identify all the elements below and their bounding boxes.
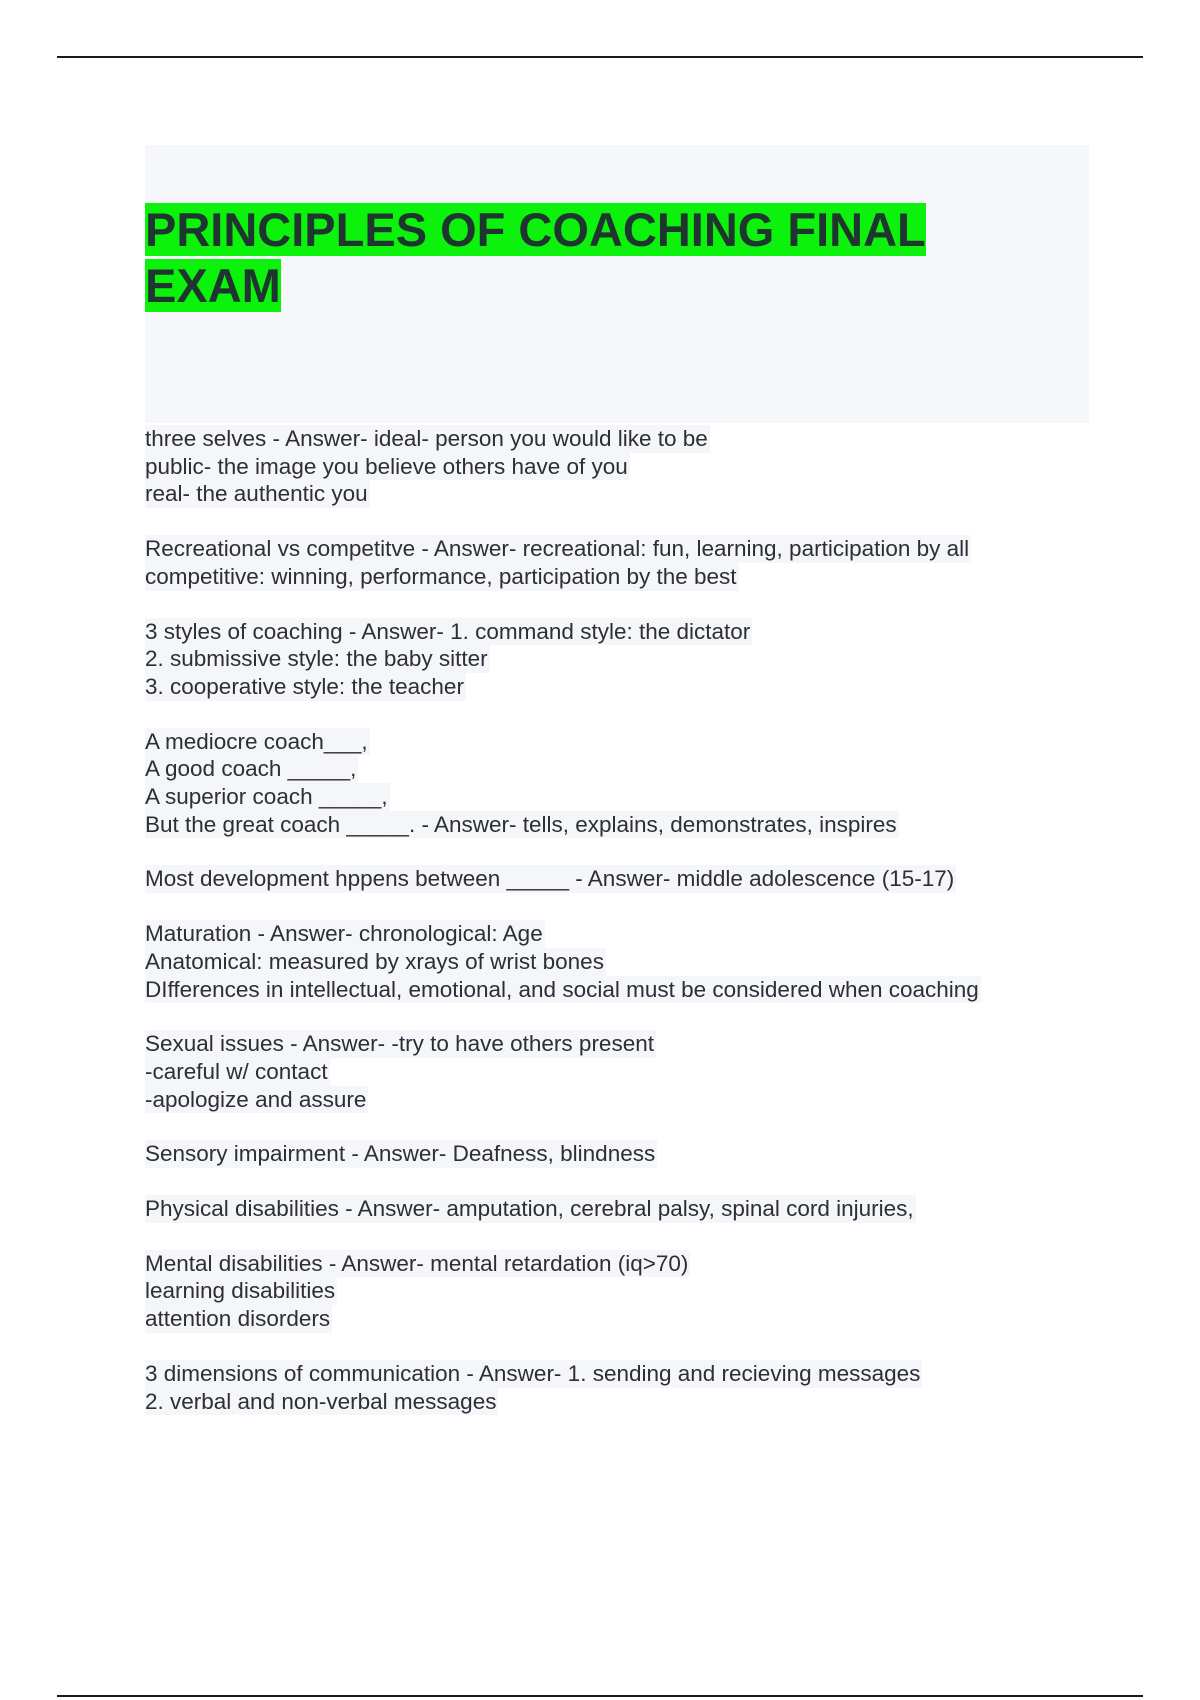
qa-line-text: Sexual issues - Answer- -try to have others present xyxy=(145,1031,654,1057)
qa-line xyxy=(145,1086,1105,1114)
qa-line-text: Anatomical: measured by xrays of wrist bones xyxy=(145,948,604,974)
qa-line xyxy=(145,1388,1105,1416)
qa-line xyxy=(145,1250,1105,1278)
qa-line xyxy=(145,976,1105,1004)
top-rule xyxy=(57,56,1143,58)
qa-card xyxy=(145,1195,1105,1223)
qa-line-text: -apologize and assure xyxy=(145,1086,367,1112)
qa-line-text: public- the image you believe others have of you xyxy=(145,453,628,479)
qa-line xyxy=(145,425,1105,453)
qa-line xyxy=(145,865,1105,893)
qa-line-text: But the great coach _____. - Answer- tells, explains, demonstrates, inspires xyxy=(145,811,897,837)
qa-line xyxy=(145,783,1105,811)
qa-line-text: competitive: winning, performance, participation by the best xyxy=(145,563,737,589)
qa-line xyxy=(145,673,1105,701)
qa-line-text: A good coach _____, xyxy=(145,756,357,782)
qa-line-text: attention disorders xyxy=(145,1306,331,1332)
qa-line xyxy=(145,920,1105,948)
qa-line xyxy=(145,480,1105,508)
qa-line-text: -careful w/ contact xyxy=(145,1058,328,1084)
qa-line-text: real- the authentic you xyxy=(145,481,368,507)
qa-line xyxy=(145,1030,1105,1058)
qa-line-text: DIfferences in intellectual, emotional, and social must be considered when coaching xyxy=(145,976,979,1002)
qa-line xyxy=(145,1140,1105,1168)
qa-line xyxy=(145,1195,1105,1223)
qa-line-text: Maturation - Answer- chronological: Age xyxy=(145,921,543,947)
qa-line-text: 3 styles of coaching - Answer- 1. command style: the dictator xyxy=(145,618,751,644)
qa-line-text: learning disabilities xyxy=(145,1278,336,1304)
qa-line xyxy=(145,755,1105,783)
qa-line xyxy=(145,453,1105,481)
qa-line xyxy=(145,1277,1105,1305)
qa-card xyxy=(145,1250,1105,1333)
title-highlight: PRINCIPLES OF COACHING FINAL EXAM xyxy=(145,203,926,312)
qa-line-text: 2. submissive style: the baby sitter xyxy=(145,646,488,672)
qa-card xyxy=(145,1140,1105,1168)
qa-line-text: Most development hppens between _____ - Answer- middle adolescence (15-17) xyxy=(145,866,955,892)
qa-card xyxy=(145,535,1105,590)
qa-line xyxy=(145,1360,1105,1388)
qa-line-text: A superior coach _____, xyxy=(145,784,388,810)
qa-line-text: Physical disabilities - Answer- amputation, cerebral palsy, spinal cord injuries, xyxy=(145,1196,914,1222)
qa-card xyxy=(145,425,1105,508)
qa-line-text: 3 dimensions of communication - Answer- 1. sending and recieving messages xyxy=(145,1360,921,1386)
qa-line xyxy=(145,535,1105,563)
qa-line-text: 3. cooperative style: the teacher xyxy=(145,673,464,699)
qa-card xyxy=(145,920,1105,1003)
qa-line-text: three selves - Answer- ideal- person you would like to be xyxy=(145,426,708,451)
qa-line xyxy=(145,728,1105,756)
qa-line xyxy=(145,563,1105,591)
qa-line-text: A mediocre coach___, xyxy=(145,728,368,754)
qa-line xyxy=(145,948,1105,976)
qa-line xyxy=(145,645,1105,673)
bottom-rule xyxy=(57,1695,1143,1697)
qa-card xyxy=(145,618,1105,701)
qa-line-text: Mental disabilities - Answer- mental retardation (iq>70) xyxy=(145,1250,689,1276)
qa-line xyxy=(145,811,1105,839)
qa-line xyxy=(145,1305,1105,1333)
qa-line-text: Sensory impairment - Answer- Deafness, blindness xyxy=(145,1141,656,1167)
qa-line xyxy=(145,1058,1105,1086)
document-title xyxy=(145,202,1045,314)
qa-line-text: Recreational vs competitve - Answer- recreational: fun, learning, participation by all xyxy=(145,536,970,562)
qa-card xyxy=(145,1360,1105,1415)
qa-card xyxy=(145,1030,1105,1113)
qa-card xyxy=(145,865,1105,893)
qa-list xyxy=(145,425,1105,1442)
qa-line xyxy=(145,618,1105,646)
qa-card xyxy=(145,728,1105,839)
qa-line-text: 2. verbal and non-verbal messages xyxy=(145,1388,497,1414)
